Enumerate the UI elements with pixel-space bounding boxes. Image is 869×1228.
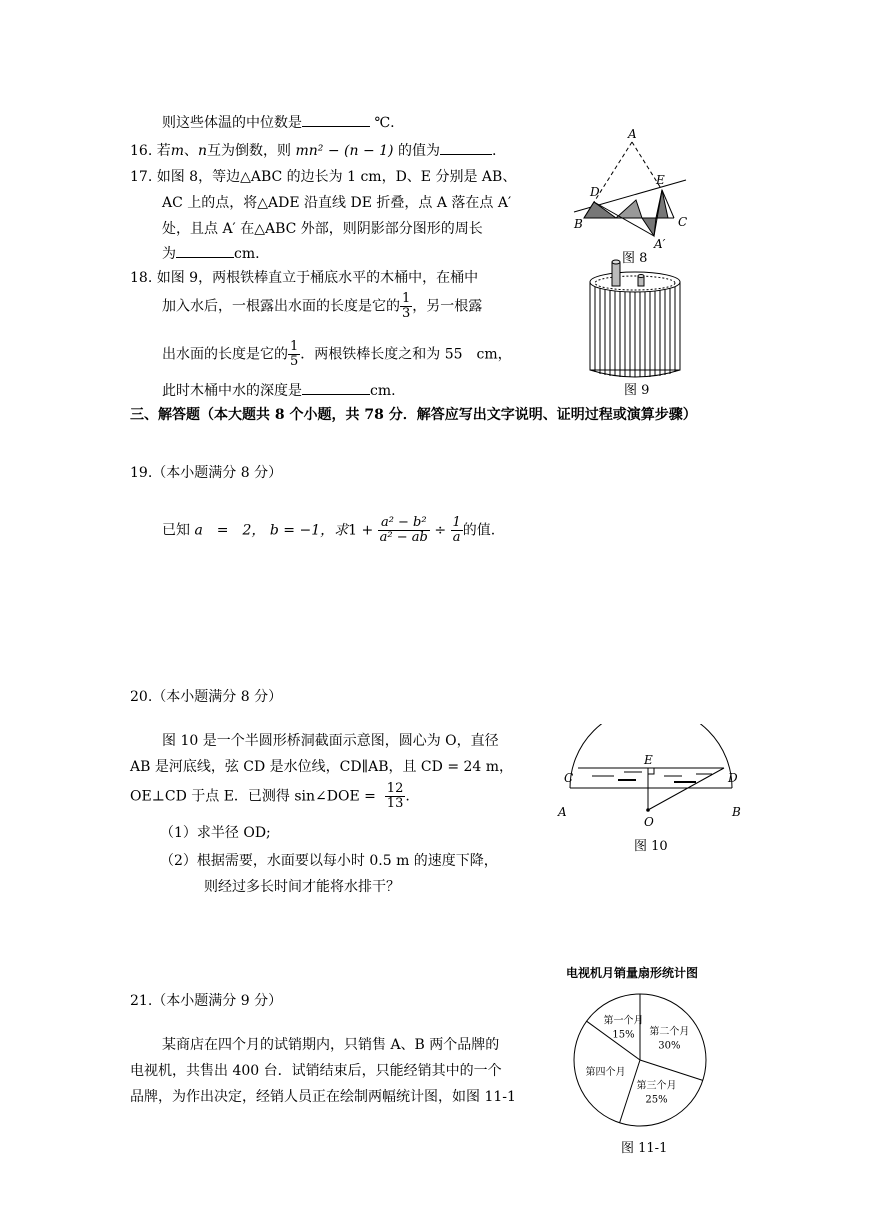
label-a-prime: A′ (654, 237, 666, 251)
figure-11-1-caption: 图 11-1 (621, 1141, 668, 1156)
question-20-sub2: （2）根据需要，水面要以每小时 0.5 m 的速度下降， (160, 853, 498, 869)
figure-8-caption: 图 8 (622, 251, 648, 266)
question-20-line1: 图 10 是一个半圆形桥洞截面示意图，圆心为 O，直径 (162, 733, 499, 749)
pie-slice-label: 第四个月 (585, 1067, 626, 1079)
section-3-heading: 三、解答题（本大题共 8 个小题，共 78 分．解答应写出文字说明、证明过程或演算步骤） (130, 407, 697, 423)
label-d: D (590, 185, 600, 199)
pie-slice-label: 第三个月 (636, 1080, 677, 1092)
label-d: D (728, 771, 738, 785)
question-18-line2: 加入水后，一根露出水面的长度是它的 $\frac{1}{3}$ ，另一根露 (162, 291, 483, 321)
fraction-expression: $\frac{\text{a² − b²}}{\text{a² − ab}}$ (379, 515, 428, 545)
label-b: B (732, 805, 741, 819)
figure-10-caption: 图 10 (634, 839, 668, 854)
question-20-head: 20.（本小题满分 8 分） (130, 689, 283, 705)
iron-rod-1 (612, 262, 620, 286)
question-18-line4: 此时木桶中水的深度是 cm. (162, 383, 396, 399)
pie-slice-value: 15% (612, 1029, 635, 1041)
label-c: C (678, 215, 688, 229)
answer-blank (440, 141, 492, 155)
dashed-side-ad (594, 142, 632, 202)
shaded-region-mid (616, 200, 642, 218)
figure-10 (556, 724, 746, 856)
question-20-sub1: （1）求半径 OD; (160, 825, 271, 841)
question-18-line3: 出水面的长度是它的 $\frac{1}{5}$ ．两根铁棒长度之和为 55 cm， (162, 339, 512, 369)
question-17-line4: 为 cm. (162, 246, 260, 262)
pie-slice-label: 第二个月 (649, 1026, 690, 1038)
figure-9-caption: 图 9 (624, 383, 650, 398)
pie-slice-value: 30% (658, 1040, 681, 1052)
label-e: E (644, 753, 653, 767)
label-c: C (564, 771, 574, 785)
question-21-line1: 某商店在四个月的试销期内，只销售 A、B 两个品牌的 (162, 1037, 500, 1053)
question-21-head: 21.（本小题满分 9 分） (130, 993, 283, 1009)
fraction-12-13: $\frac{12}{13}$ (386, 781, 404, 811)
right-angle-mark (648, 768, 654, 774)
segment-od (648, 768, 724, 810)
figure-9 (582, 256, 688, 398)
pie-chart (566, 988, 722, 1130)
question-16: 16. 若m、n互为倒数，则 mn² − (n − 1) 的值为 . (130, 143, 497, 159)
pie-slice-label: 第一个月 (603, 1015, 644, 1027)
fraction-one-fifth: $\frac{1}{5}$ (290, 339, 299, 369)
question-17-line1: 17. 如图 8，等边△ABC 的边长为 1 cm，D、E 分别是 AB、 (130, 169, 517, 185)
question-19-head: 19.（本小题满分 8 分） (130, 465, 283, 481)
chart-title: 电视机月销量扇形统计图 (566, 966, 699, 980)
question-17-line2: AC 上的点，将△ADE 沿直线 DE 折叠，点 A 落在点 A′ (162, 195, 512, 211)
question-20-line2: AB 是河底线，弦 CD 是水位线，CD∥AB，且 CD = 24 m， (130, 759, 514, 775)
q15-tail: 则这些体温的中位数是 ℃. (162, 115, 395, 131)
question-21-line2: 电视机，共售出 400 台．试销结束后，只能经销其中的一个 (130, 1063, 502, 1079)
label-a: A (558, 805, 567, 819)
fraction-one-over-a: $\frac{1}{a}$ (452, 515, 461, 545)
pie-slice-value: 25% (645, 1094, 668, 1106)
question-20-sub2b: 则经过多长时间才能将水排干？ (204, 879, 400, 895)
question-21-line3: 品牌，为作出决定，经销人员正在绘制两幅统计图，如图 11-1 (130, 1089, 516, 1105)
answer-blank (302, 381, 370, 395)
answer-blank (302, 113, 370, 127)
figure-8 (570, 128, 700, 266)
question-18-line1: 18. 如图 9，两根铁棒直立于桶底水平的木桶中，在桶中 (130, 270, 479, 286)
label-o: O (644, 815, 654, 829)
answer-blank (176, 244, 234, 258)
question-17-line3: 处，且点 A′ 在△ABC 外部，则阴影部分图形的周长 (162, 221, 483, 237)
label-e: E (656, 173, 665, 187)
fraction-one-third: $\frac{1}{3}$ (402, 291, 411, 321)
label-b: B (574, 217, 583, 231)
question-19-body: 已知 a = 2， b = −1，求1 + $\frac{\text{a² − b²}}{\text{a² − ab}}$ ÷ $\frac{1}{a}$ 的值. (162, 515, 496, 545)
barrel-rim (590, 272, 680, 292)
label-a: A (628, 128, 637, 141)
question-20-line3: OE⊥CD 于点 E．已测得 sin∠DOE = $\frac{12}{13}$ . (130, 781, 410, 811)
